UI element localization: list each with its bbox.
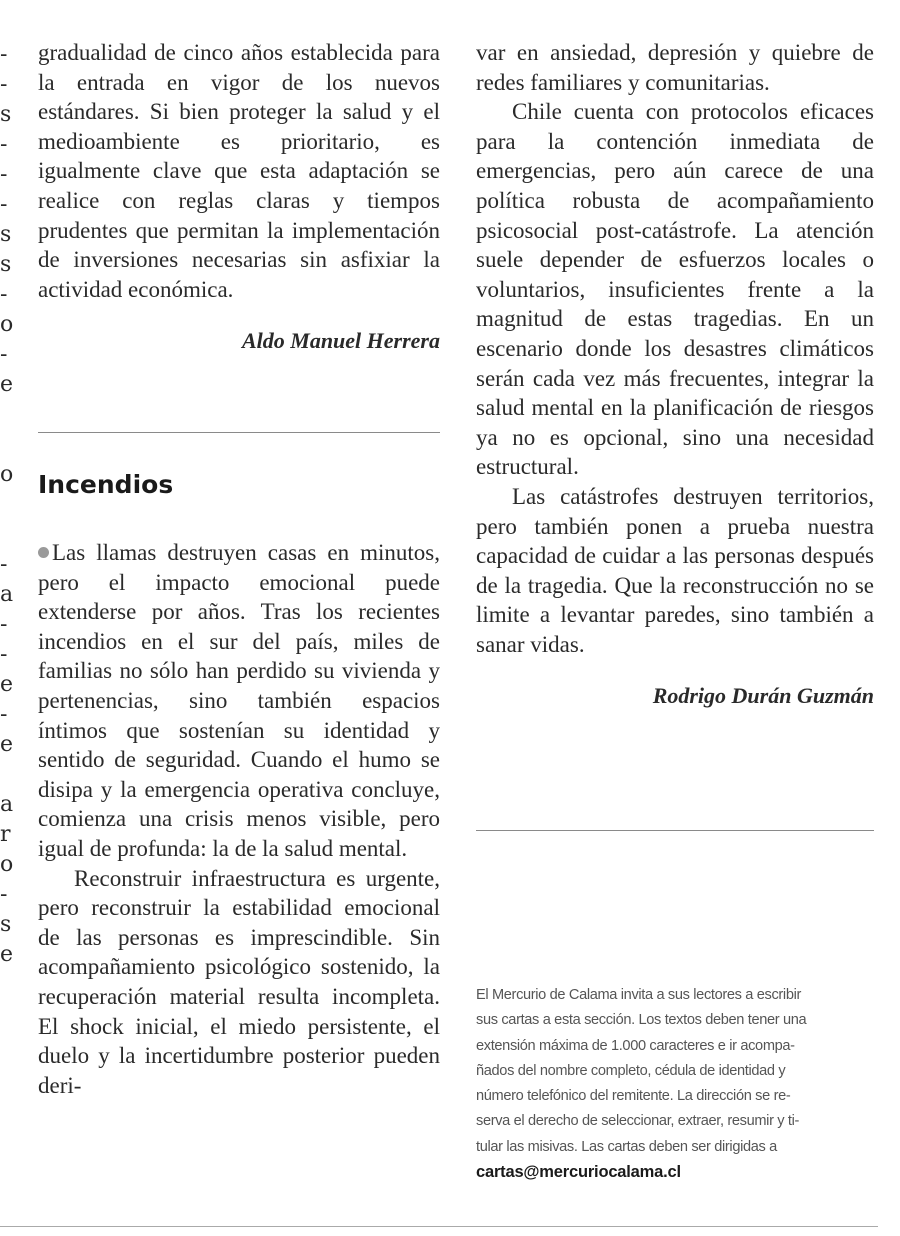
edge-fragment: e (0, 942, 14, 967)
divider (38, 432, 440, 433)
letter-signature: Aldo Manuel Herrera (241, 328, 440, 354)
notice-line: serva el derecho de seleccionar, extraer, resumir y ti- (476, 1113, 800, 1130)
notice-line: número telefónico del remitente. La dirección se re- (476, 1088, 791, 1105)
edge-fragment: a (0, 582, 14, 607)
notice-line: sus cartas a esta sección. Los textos deben tener una (476, 1012, 807, 1029)
bullet-icon (38, 547, 49, 558)
edge-fragment: - (0, 882, 8, 907)
edge-fragment (0, 490, 14, 520)
page-bottom-rule (0, 1226, 878, 1227)
edge-fragment: o (0, 462, 14, 487)
edge-fragment: r (0, 822, 11, 847)
edge-fragment: - (0, 342, 8, 367)
edge-fragment: e (0, 672, 14, 697)
edge-fragment: s (0, 222, 12, 247)
notice-line: tular las misivas. Las cartas deben ser dirigidas a (476, 1138, 777, 1155)
letter-paragraph: var en ansiedad, depresión y quiebre de redes familiares y comunitarias. (476, 40, 874, 95)
edge-fragment: o (0, 312, 14, 337)
edge-fragment: - (0, 642, 8, 667)
edge-fragment: - (0, 552, 8, 577)
letter-paragraph: gradualidad de cinco años establecida para la entrada en vigor de los nuevos estándares. Si bien proteger la salud y el medioambiente es prioritario, es igualmente clave que esta adaptación se realice con reglas claras y tiempos prudentes que permitan la implementación de inversiones necesarias sin asfixiar la actividad económica. (38, 40, 440, 302)
section-heading: Incendios (38, 470, 174, 499)
edge-fragment (0, 520, 14, 550)
letter-column-left (38, 38, 440, 356)
edge-fragment (0, 430, 14, 460)
edge-fragment: - (0, 42, 8, 67)
edge-fragment: - (0, 192, 8, 217)
edge-fragment: e (0, 372, 14, 397)
edge-fragment: s (0, 252, 12, 277)
edge-fragment: a (0, 792, 14, 817)
edge-fragment (0, 760, 14, 790)
edge-fragment: - (0, 162, 8, 187)
edge-fragment: - (0, 612, 8, 637)
edge-fragment: o (0, 852, 14, 877)
cut-off-previous-column (0, 40, 14, 970)
letter-column-right (476, 38, 874, 711)
edge-fragment: - (0, 132, 8, 157)
letter-paragraph: Reconstruir infraestructura es urgente, pero reconstruir la estabilidad emocional de las personas es imprescindible. Sin acompañamiento psicológico sostenido, la recuperación material resulta incompleta. El shock inicial, el miedo persistente, el duelo y la incertidumbre posterior pueden deri- (38, 865, 440, 1098)
edge-fragment: s (0, 912, 12, 937)
notice-line: El Mercurio de Calama invita a sus lectores a escribir (476, 987, 801, 1003)
edge-fragment: e (0, 732, 14, 757)
edge-fragment: s (0, 102, 12, 127)
edge-fragment: - (0, 72, 8, 97)
submission-email[interactable]: cartas@mercuriocalama.cl (476, 1163, 681, 1182)
notice-line: extensión máxima de 1.000 caracteres e ir acompa- (476, 1037, 795, 1054)
edge-fragment: - (0, 282, 8, 307)
edge-fragment: - (0, 702, 8, 727)
notice-line: ñados del nombre completo, cédula de identidad y (476, 1062, 786, 1079)
divider (476, 830, 874, 831)
letter-column-left-body (38, 538, 440, 1100)
submission-notice (476, 983, 876, 1185)
letter-paragraph: Las catástrofes destruyen territorios, pero también ponen a prueba nuestra capacidad de cuidar a las personas después de la tragedia. Que la reconstrucción no se limite a levantar paredes, sino también a sanar vidas. (476, 483, 874, 657)
paragraph-text: Las llamas destruyen casas en minutos, pero el impacto emocional puede extenderse por años. Tras los recientes incendios en el sur del país, miles de familias no sólo han perdido su vivienda y pertenencias, sino también espacios íntimos que sostenían su identidad y sentido de seguridad. Cuando el humo se disipa y la emergencia operativa concluye, comienza una crisis menos visible, pero igual de profunda: la de la salud mental. (38, 540, 440, 861)
letter-paragraph (38, 538, 440, 864)
edge-fragment (0, 400, 14, 430)
letter-paragraph: Chile cuenta con protocolos eficaces para la contención inmediata de emergencias, pero aún carece de una política robusta de acompañamiento psicosocial post-catástrofe. La atención suele depender de esfuerzos locales o voluntarios, insuficientes frente a la magnitud de estas tragedias. En un escenario donde los desastres climáticos serán cada vez más frecuentes, integrar la salud mental en la planificación de riesgos ya no es opcional, sino una necesidad estructural. (476, 99, 874, 480)
letter-signature: Rodrigo Durán Guzmán (652, 683, 874, 709)
